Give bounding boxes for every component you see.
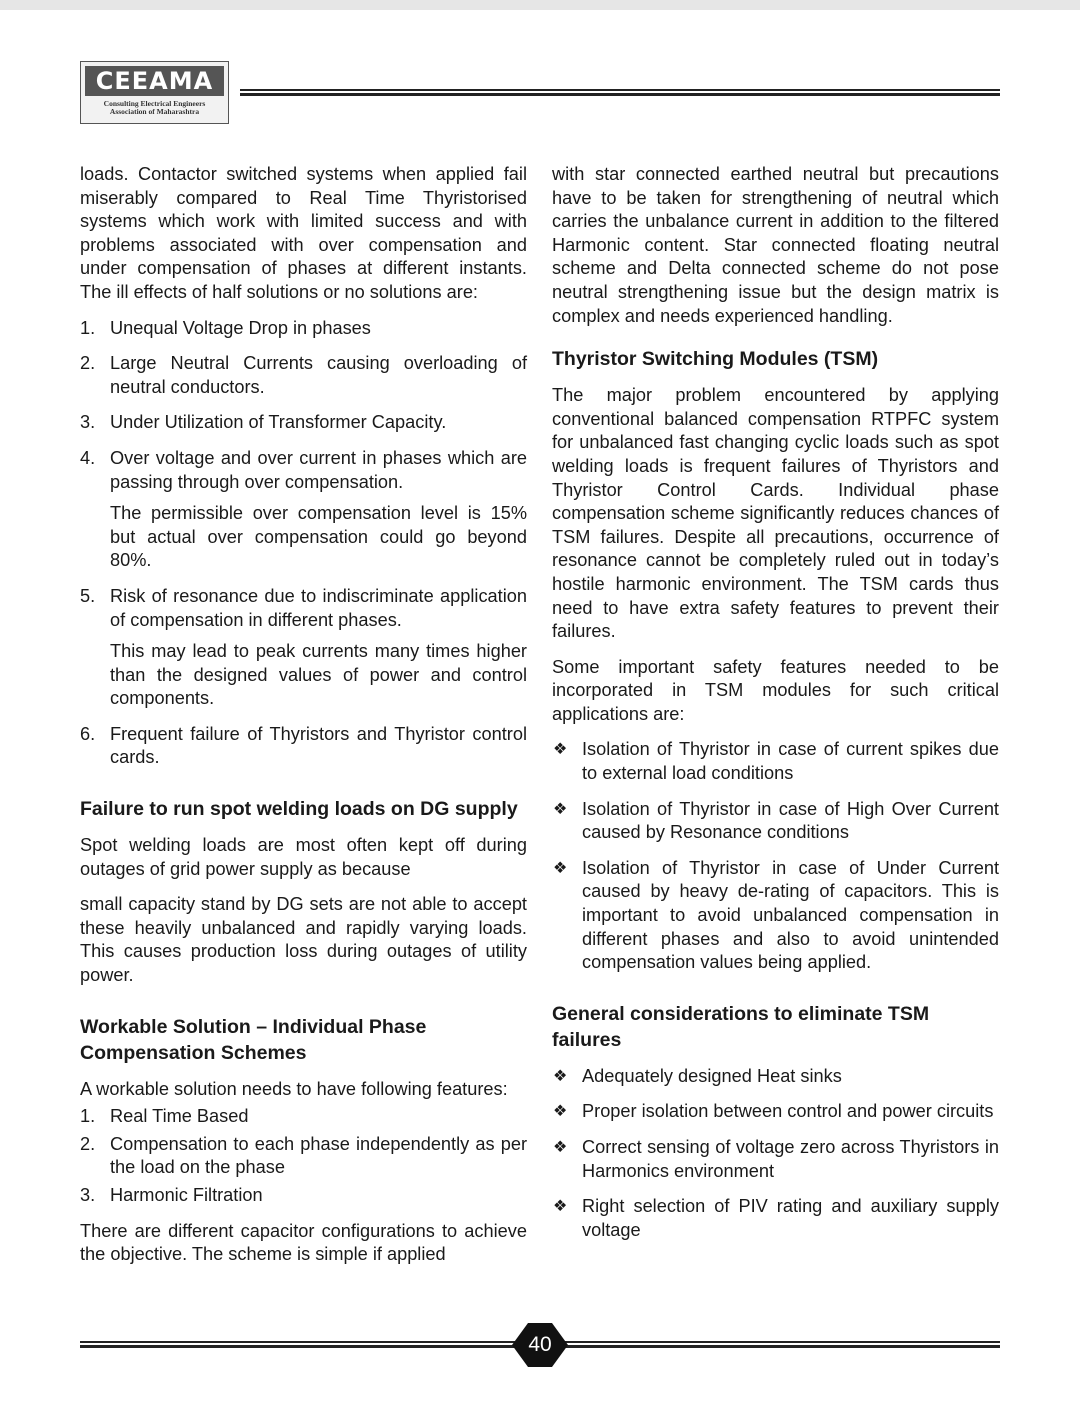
heading-general-considerations: General considerations to eliminate TSM failures	[552, 1002, 930, 1051]
heading-workable-solution: Workable Solution – Individual Phase Compensation Schemes	[80, 1015, 427, 1064]
list-text: Under Utilization of Transformer Capacity.	[110, 412, 447, 433]
list-note: This may lead to peak currents many times higher than the designed values of power and control components.	[110, 641, 527, 709]
diamond-bullet-icon: ❖	[553, 1139, 568, 1156]
logo-subtitle-line2: Association of Maharashtra	[109, 107, 200, 116]
list-item	[552, 738, 999, 785]
list-text: Correct sensing of voltage zero across Thyristors in Harmonics environment	[582, 1137, 999, 1181]
list-number: 3.	[80, 412, 96, 433]
list-item	[80, 585, 527, 711]
diamond-bullet-icon: ❖	[553, 800, 568, 818]
list-text: Harmonic Filtration	[110, 1185, 263, 1205]
list-text: Adequately designed Heat sinks	[582, 1065, 842, 1086]
list-item	[80, 317, 527, 341]
tsm-paragraph-2: Some important safety features needed to be incorporated in TSM modules for such critical applications are:	[552, 656, 999, 724]
diamond-bullet-icon: ❖	[553, 1198, 568, 1216]
diamond-bullet-icon: ❖	[553, 741, 568, 759]
list-note: The permissible over compensation level is 15% but actual over compensation could go beyond 80%.	[110, 503, 527, 571]
page-number: 40	[528, 1333, 552, 1356]
list-text: Risk of resonance due to indiscriminate application of compensation in different phases.	[110, 585, 527, 630]
list-number: 3.	[80, 1185, 96, 1205]
right-column	[552, 163, 999, 1254]
list-number: 4.	[80, 447, 96, 468]
list-number: 6.	[80, 723, 96, 744]
closing-paragraph: There are different capacitor configurations to achieve the objective. The scheme is simple if applied	[80, 1220, 527, 1265]
logo-subtitle-line1: Consulting Electrical Engineers	[103, 99, 206, 108]
list-item	[552, 1195, 999, 1242]
diamond-bullet-icon: ❖	[553, 859, 568, 877]
list-text: Large Neutral Currents causing overloading of neutral conductors.	[110, 353, 527, 397]
list-number: 2.	[80, 1133, 96, 1154]
diamond-bullet-icon: ❖	[553, 1103, 568, 1121]
solution-intro: A workable solution needs to have following features:	[80, 1078, 508, 1099]
heading-dg-supply: Failure to run spot welding loads on DG supply	[80, 798, 518, 821]
top-border	[0, 0, 1080, 10]
list-text: Over voltage and over current in phases which are passing through over compensation.	[110, 447, 527, 492]
list-item	[552, 1100, 999, 1124]
list-text: Compensation to each phase independently as per the load on the phase	[110, 1133, 527, 1178]
dg-paragraph-1: Spot welding loads are most often kept off during outages of grid power supply as because	[80, 835, 527, 879]
list-text: Isolation of Thyristor in case of Under Current caused by heavy de-rating of capacitors. This is important to avoid unbalanced compensation in different phases and also to avoid unintended compensation values being applied.	[582, 857, 999, 973]
safety-features-list	[552, 738, 999, 974]
features-list	[80, 1105, 527, 1207]
list-text: Proper isolation between control and power circuits	[582, 1101, 994, 1122]
diamond-bullet-icon: ❖	[553, 1067, 568, 1085]
list-text: Frequent failure of Thyristors and Thyristor control cards.	[110, 723, 527, 768]
ill-effects-list	[80, 317, 527, 771]
list-item	[552, 1065, 999, 1089]
list-number: 5.	[80, 585, 96, 606]
list-item	[80, 1184, 527, 1208]
list-number: 1.	[80, 317, 96, 338]
list-item	[80, 411, 527, 435]
list-item	[80, 1133, 527, 1180]
dg-paragraph-2: small capacity stand by DG sets are not able to accept these heavily unbalanced and rapidly varying loads. This causes production loss during outages of utility power.	[80, 894, 527, 986]
list-text: Real Time Based	[110, 1106, 249, 1127]
list-text: Isolation of Thyristor in case of High Over Current caused by Resonance conditions	[582, 798, 999, 843]
list-text: Unequal Voltage Drop in phases	[110, 317, 371, 338]
continuation-paragraph: with star connected earthed neutral but precautions have to be taken for strengthening of neutral which carries the unbalance current in addition to the filtered Harmonic content. Star connected floating neutral scheme and Delta connected scheme do not pose neutral strengthening issue but the design matrix is complex and needs experienced handling.	[552, 164, 999, 326]
tsm-paragraph-1: The major problem encountered by applying conventional balanced compensation RTPFC system for unbalanced fast changing cyclic loads such as spot welding loads is frequent failures of Thyristors and Thyristor Control Cards. Individual phase compensation scheme significantly reduces chances of TSM failures. Despite all precautions, occurrence of resonance cannot be completely ruled out in today’s hostile harmonic environment. The TSM cards thus need to have extra safety features to prevent their failures.	[552, 385, 999, 642]
header-rule-thin	[240, 89, 1000, 91]
ceeama-logo	[80, 61, 229, 124]
list-number: 2.	[80, 353, 96, 374]
list-item	[80, 1105, 527, 1129]
heading-tsm: Thyristor Switching Modules (TSM)	[552, 348, 879, 371]
list-item	[552, 857, 999, 975]
logo-title: CEEAMA	[85, 66, 224, 96]
list-item	[80, 723, 527, 770]
list-item	[80, 352, 527, 399]
header-rule-thick	[240, 93, 1000, 96]
list-item	[552, 1136, 999, 1183]
list-text: Isolation of Thyristor in case of current spikes due to external load conditions	[582, 739, 999, 784]
intro-paragraph: loads. Contactor switched systems when applied fail miserably compared to Real Time Thyristorised systems which work with limited success and with problems associated with over compensation and under compensation of phases at different instants. The ill effects of half solutions or no solutions are:	[80, 164, 527, 302]
left-column	[80, 163, 527, 1279]
logo-subtitle	[85, 100, 224, 116]
list-item	[552, 798, 999, 845]
list-number: 1.	[80, 1106, 96, 1127]
general-considerations-list	[552, 1065, 999, 1243]
list-text: Right selection of PIV rating and auxiliary supply voltage	[582, 1196, 999, 1240]
list-item	[80, 447, 527, 573]
